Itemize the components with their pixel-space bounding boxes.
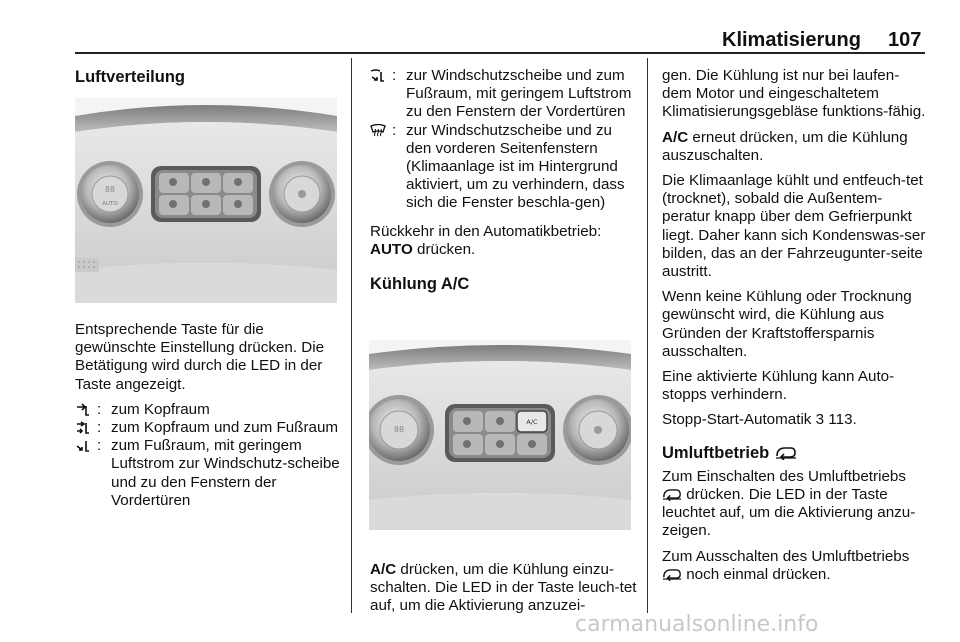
paragraph: Eine aktivierte Kühlung kann Auto-stopps verhindern. — [662, 368, 895, 404]
list-item: : zum Fußraum, mit geringem Luftstrom zur Windschutz-scheibe und zu den Fenstern der Vordertüren — [75, 437, 343, 510]
ac-button-label: A/C — [526, 418, 538, 426]
left-knob-label: AUTO — [102, 201, 118, 207]
paragraph: gen. Die Kühlung ist nur bei laufen-dem Motor und eingeschaltetem Klimatisierungsgebläse funktions-fähig. — [662, 67, 926, 121]
column-divider-1 — [351, 58, 352, 613]
recirculation-icon — [662, 568, 682, 581]
paragraph: Zum Einschalten des Umluftbetriebs drücken. Die LED in der Taste leuchtet auf, um die Aktivierung anzu-zeigen. — [662, 467, 916, 540]
auto-mode-paragraph: Rückkehr in den Automatikbetrieb: AUTO drücken. — [370, 222, 602, 258]
air-to-foot-icon — [75, 437, 97, 510]
air-to-windscreen-and-foot-icon — [370, 67, 392, 122]
section-heading-luftverteilung: Luftverteilung — [75, 68, 185, 86]
list-item: : zur Windschutzscheibe und zu den vorderen Seitenfenstern (Klimaanlage ist im Hintergrund aktiviert, um zu verhindern, dass sich die Fenster beschla-gen) — [370, 122, 638, 213]
paragraph: Zum Ausschalten des Umluftbetriebs noch einmal drücken. — [662, 547, 910, 583]
list-item: : zum Kopfraum und zum Fußraum — [75, 419, 343, 437]
recirculation-icon — [775, 446, 797, 460]
page-number: 107 — [888, 29, 922, 51]
header-divider — [75, 52, 925, 54]
section-heading-kuehlung: Kühlung A/C — [370, 275, 470, 294]
svg-text:88: 88 — [104, 185, 116, 194]
ac-label: A/C — [370, 561, 397, 578]
cross-reference: Stopp-Start-Automatik 3 113. — [662, 411, 857, 429]
column-1-body — [75, 321, 343, 510]
watermark: carmanualsonline.info — [575, 612, 819, 637]
column-2 — [370, 67, 638, 293]
page-reference: 3 113. — [815, 411, 857, 429]
page-header-title: Klimatisierung — [722, 29, 861, 51]
air-to-head-and-foot-icon — [75, 419, 97, 437]
intro-paragraph: Entsprechende Taste für die gewünschte Einstellung drücken. Die Betätigung wird durch die LED in der Taste angezeigt. — [75, 321, 325, 393]
auto-button-label: AUTO — [370, 240, 413, 258]
column-divider-2 — [647, 58, 648, 613]
climate-panel-photo-2 — [369, 340, 631, 530]
ac-paragraph: A/C drücken, um die Kühlung einzu-schalten. Die LED in der Taste leuch-tet auf, um die Aktivierung anzuzei- — [370, 561, 637, 615]
section-heading-umluft: Umluftbetrieb — [662, 444, 928, 462]
defrost-windscreen-icon — [370, 122, 392, 213]
column-1 — [75, 68, 343, 86]
recirculation-icon — [662, 488, 682, 501]
column-3 — [662, 67, 928, 591]
list-item: : zum Kopfraum — [75, 401, 343, 419]
ac-label: A/C — [662, 128, 689, 146]
paragraph: A/C erneut drücken, um die Kühlung auszuschalten. — [662, 128, 908, 164]
paragraph: Wenn keine Kühlung oder Trocknung gewünscht wird, die Kühlung aus Gründen der Kraftstoffersparnis ausschalten. — [662, 288, 912, 360]
list-item: : zur Windschutzscheibe und zum Fußraum, mit geringem Luftstrom zu den Fenstern der Vordertüren — [370, 67, 638, 122]
climate-panel-photo-1 — [75, 98, 337, 303]
paragraph: Die Klimaanlage kühlt und entfeuch-tet (trocknet), sobald die Außentem-peratur knapp über dem Gefrierpunkt liegt. Daher kann sich Kondenswas-ser bilden, das an der Fahrzeugunter-seite austritt. — [662, 172, 926, 281]
air-to-head-icon — [75, 401, 97, 419]
svg-text:88: 88 — [393, 425, 405, 434]
